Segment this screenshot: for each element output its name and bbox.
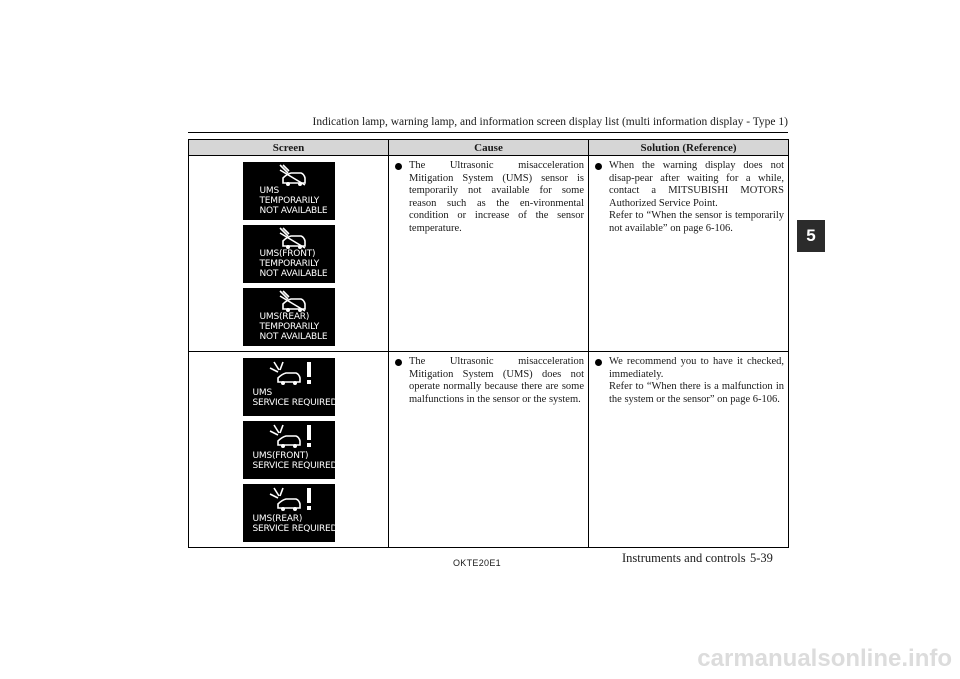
display-screen [243,421,338,479]
screen-cell [189,352,389,548]
solution-cell [589,156,789,352]
column-header-screen: Screen [189,140,389,156]
section-title: Instruments and controls [622,551,746,565]
solution-item [589,160,788,235]
bullet-icon [395,359,402,366]
display-screen [243,358,338,416]
chapter-tab[interactable]: 5 [797,220,825,252]
table-header-row [189,140,789,156]
screen-message: UMS SERVICE REQUIRED [252,388,338,408]
solution-reference[interactable]: Refer to “When there is a malfunction in the system or the sensor” on page 6-106. [609,381,784,405]
bullet-icon [595,359,602,366]
screen-message: UMS(REAR) SERVICE REQUIRED [252,514,338,534]
solution-text: When the warning display does not disap-pear after waiting for a while, contact a MITSUBISHI MOTORS Authorized Service Point. [609,160,784,209]
screen-message: UMS(FRONT) TEMPORARILY NOT AVAILABLE [259,249,328,279]
screen-cell [189,156,389,352]
display-screen [243,484,338,542]
bullet-icon [595,163,602,170]
column-header-solution: Solution (Reference) [589,140,789,156]
cause-item [389,356,588,406]
table-row [189,352,789,548]
document-code: OKTE20E1 [453,558,501,568]
cause-text: The Ultrasonic misacceleration Mitigation System (UMS) sensor is temporarily not available for some reason such as the en-vironmental condition or increase of the sensor temperature. [409,160,584,234]
watermark: carmanualsonline.info [697,645,952,672]
page-number: 5-39 [750,551,773,565]
display-screen [243,288,335,346]
cause-item [389,160,588,235]
screen-message: UMS(REAR) TEMPORARILY NOT AVAILABLE [259,312,328,342]
cause-cell [389,156,589,352]
table-row [189,156,789,352]
solution-text: We recommend you to have it checked, immediately. [609,356,784,380]
header-rule [188,132,788,133]
bullet-icon [395,163,402,170]
cause-cell [389,352,589,548]
column-header-cause: Cause [389,140,589,156]
solution-reference[interactable]: Refer to “When the sensor is temporarily not available” on page 6-106. [609,210,784,234]
cause-text: The Ultrasonic misacceleration Mitigation System (UMS) does not operate normally because there are some malfunctions in the sensor or the system. [409,356,584,405]
display-screen [243,162,335,220]
header-title: Indication lamp, warning lamp, and information screen display list (multi information display - Type 1) [312,116,788,128]
screen-message: UMS(FRONT) SERVICE REQUIRED [252,451,338,471]
display-list-table [188,139,789,548]
solution-item [589,356,788,406]
screen-message: UMS TEMPORARILY NOT AVAILABLE [259,186,328,216]
solution-cell [589,352,789,548]
display-screen [243,225,335,283]
